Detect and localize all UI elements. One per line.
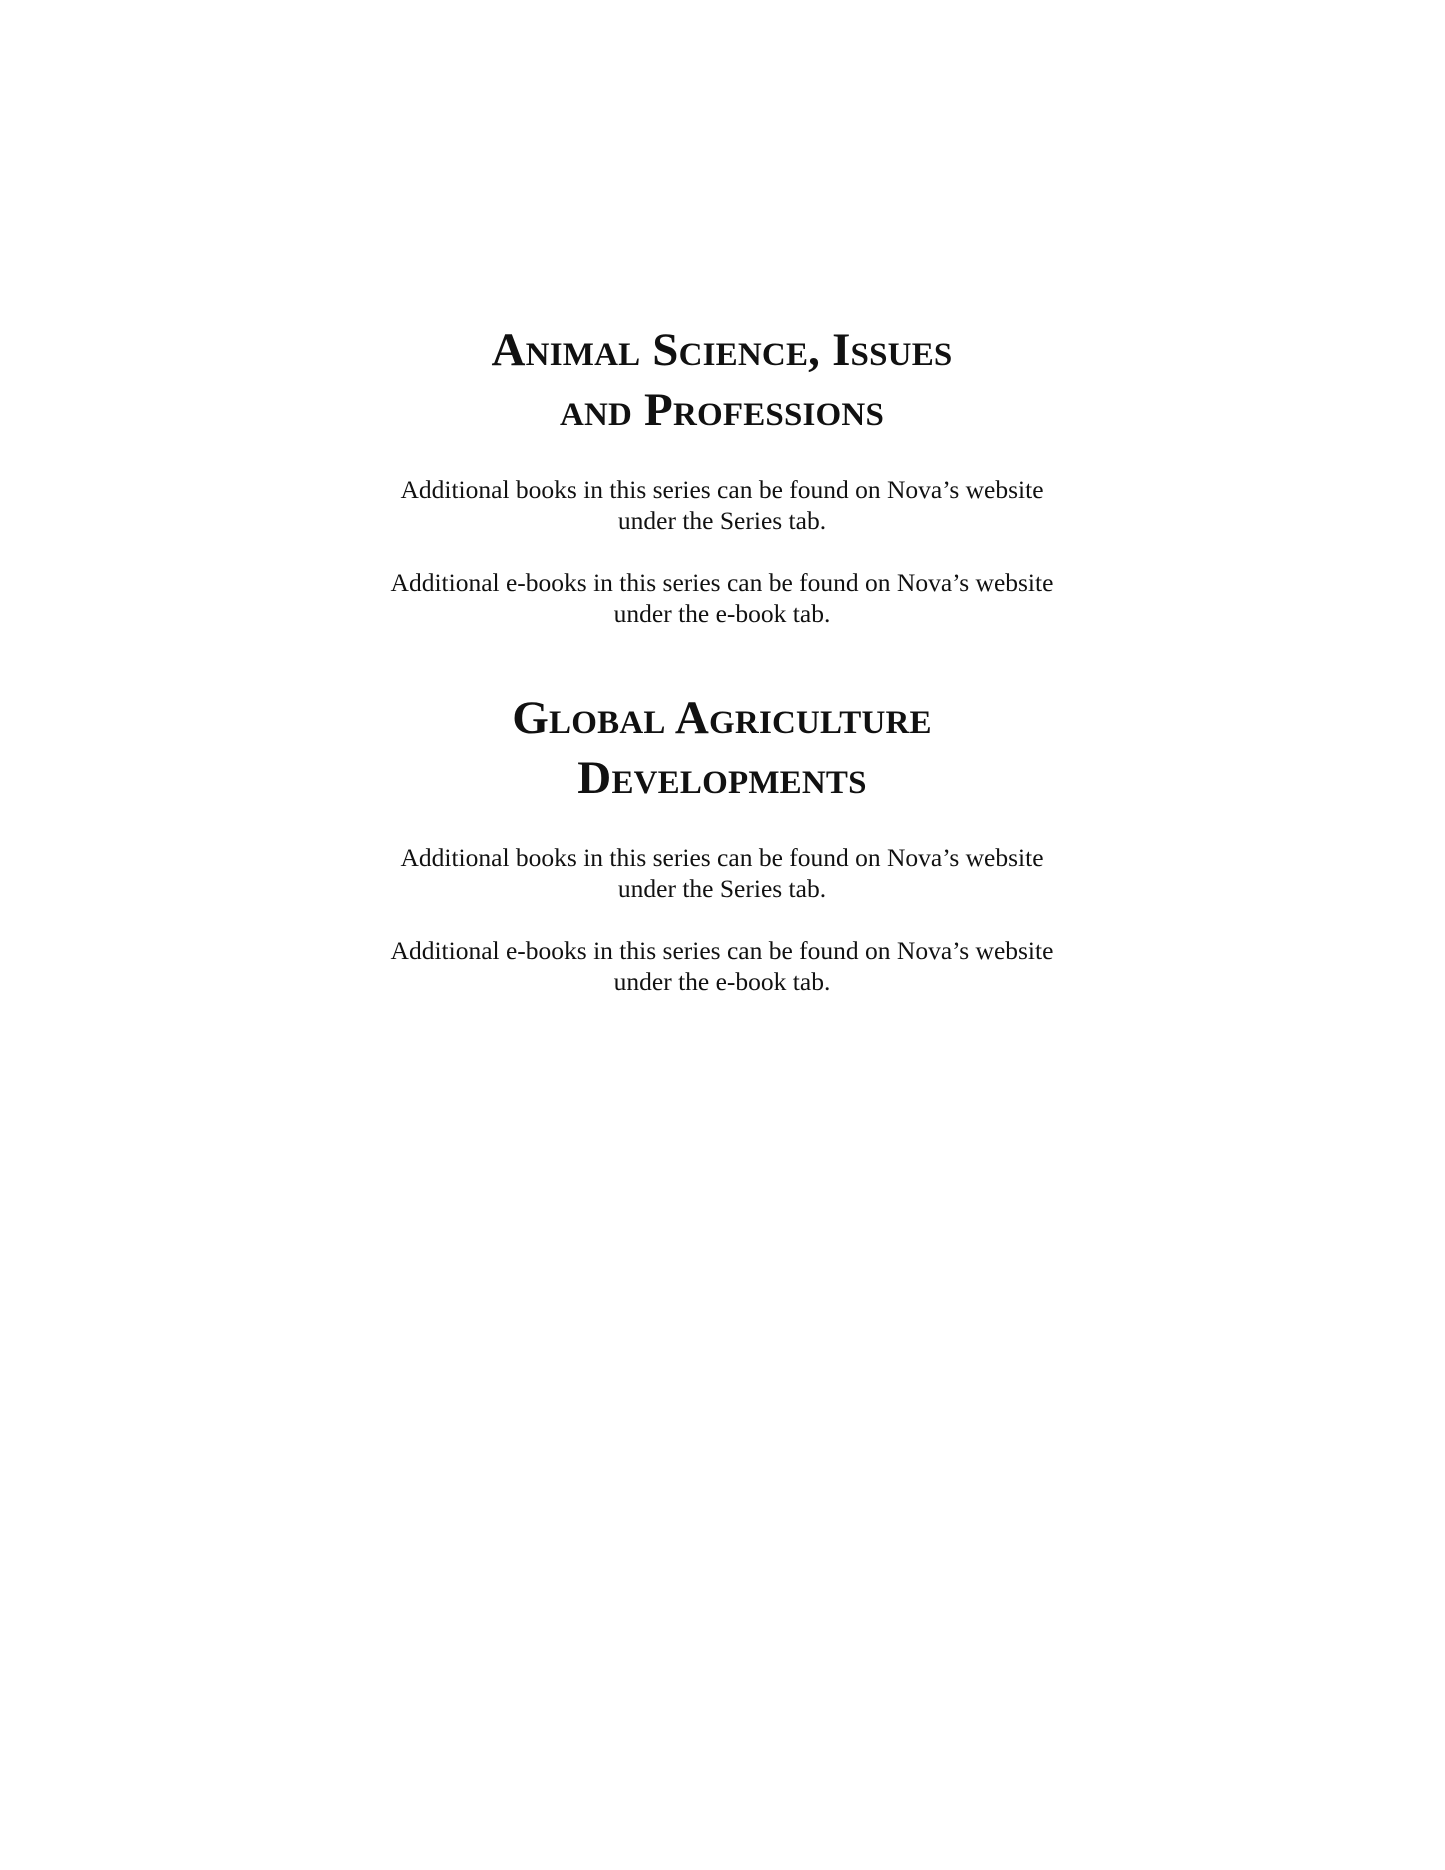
series-title-line: Animal Science, Issues	[491, 324, 953, 376]
books-note-line: Additional books in this series can be found on Nova’s website	[400, 475, 1044, 504]
series-section-animal-science	[322, 320, 1122, 629]
ebooks-note-line: under the e-book tab.	[613, 967, 831, 996]
ebooks-note	[322, 935, 1122, 997]
ebooks-note	[322, 567, 1122, 629]
books-note	[322, 842, 1122, 904]
series-title-line: Developments	[577, 752, 867, 804]
series-title	[322, 688, 1122, 808]
ebooks-note-line: Additional e-books in this series can be found on Nova’s website	[390, 568, 1054, 597]
series-title	[322, 320, 1122, 440]
series-section-global-agriculture	[322, 688, 1122, 997]
series-title-line: Global Agriculture	[512, 692, 932, 744]
books-note-line: Additional books in this series can be found on Nova’s website	[400, 843, 1044, 872]
books-note	[322, 474, 1122, 536]
series-title-line: and Professions	[559, 384, 885, 436]
books-note-line: under the Series tab.	[617, 874, 827, 903]
ebooks-note-line: Additional e-books in this series can be found on Nova’s website	[390, 936, 1054, 965]
ebooks-note-line: under the e-book tab.	[613, 599, 831, 628]
books-note-line: under the Series tab.	[617, 506, 827, 535]
